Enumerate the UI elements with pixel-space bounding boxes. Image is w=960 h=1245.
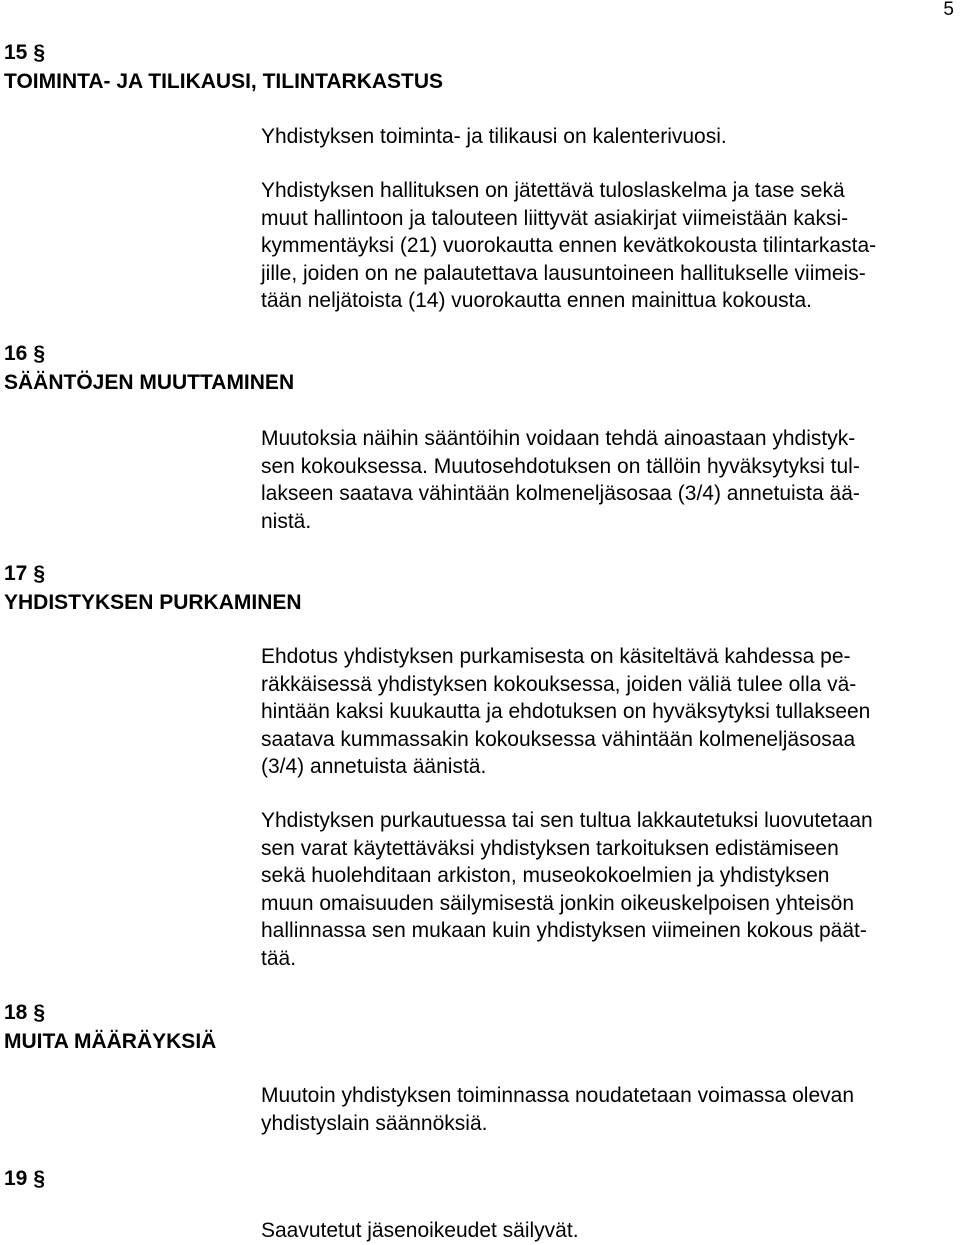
text-line: sen kokouksessa. Muutosehdotuksen on tällöin hyväksytyksi tul- <box>261 454 860 478</box>
text-line: muun omaisuuden säilymisestä jonkin oikeuskelpoisen yhteisön <box>261 891 854 915</box>
section-16-paragraph <box>261 425 960 535</box>
section-15-paragraph-2 <box>261 177 960 315</box>
section-15-title: TOIMINTA- JA TILIKAUSI, TILINTARKASTUS <box>4 70 444 93</box>
text-line: kymmentäyksi (21) vuorokautta ennen kevätkokousta tilintarkasta- <box>261 234 877 257</box>
section-19-number-line <box>4 1164 45 1193</box>
text-line: muut hallintoon ja talouteen liittyvät asiakirjat viimeistään kaksi- <box>261 206 849 230</box>
section-15-number: 15 <box>4 41 28 64</box>
text-line: Yhdistyksen purkautuessa tai sen tultua lakkautetuksi luovutetaan <box>261 809 873 832</box>
section-sign: § <box>33 41 46 64</box>
section-19-heading <box>4 1164 45 1193</box>
section-16-heading <box>4 339 294 397</box>
section-18-number: 18 <box>4 1001 28 1024</box>
text-line: Saavutetut jäsenoikeudet säilyvät. <box>261 1219 579 1242</box>
text-line: yhdistyslain säännöksiä. <box>261 1111 488 1135</box>
section-17-paragraph-2 <box>261 807 960 972</box>
section-16-number: 16 <box>4 342 28 365</box>
text-line: Muutoksia näihin sääntöihin voidaan tehdä ainoastaan yhdistyk- <box>261 427 856 450</box>
section-16-title: SÄÄNTÖJEN MUUTTAMINEN <box>4 371 295 394</box>
text-line: Muutoin yhdistyksen toiminnassa noudatetaan voimassa olevan <box>261 1084 855 1107</box>
text-line: tään neljätoista (14) vuorokautta ennen mainittua kokousta. <box>261 289 813 312</box>
text-line: Yhdistyksen toiminta- ja tilikausi on kalenterivuosi. <box>261 125 727 148</box>
text-line: sekä huolehditaan arkiston, museokokoelmien ja yhdistyksen <box>261 864 830 887</box>
section-18-number-line <box>4 998 216 1027</box>
section-15-heading <box>4 38 443 96</box>
text-line: Yhdistyksen hallituksen on jätettävä tuloslaskelma ja tase sekä <box>261 179 845 202</box>
text-line: hallinnassa sen mukaan kuin yhdistyksen viimeinen kokous päät- <box>261 919 867 942</box>
text-line: jille, joiden on ne palautettava lausuntoineen hallitukselle viimeis- <box>261 261 866 285</box>
section-18-title: MUITA MÄÄRÄYKSIÄ <box>4 1030 217 1053</box>
text-line: räkkäisessä yhdistyksen kokouksessa, joiden väliä tulee olla vä- <box>261 672 857 696</box>
section-17-heading <box>4 559 302 617</box>
page-number: 5 <box>943 0 954 20</box>
section-sign: § <box>33 562 46 585</box>
text-line: sen varat käytettäväksi yhdistyksen tarkoituksen edistämiseen <box>261 836 839 860</box>
section-16-number-line <box>4 339 294 368</box>
section-sign: § <box>33 1001 46 1024</box>
text-line: (3/4) annetuista äänistä. <box>261 755 487 778</box>
section-19-paragraph <box>261 1217 960 1245</box>
text-line: lakseen saatava vähintään kolmeneljäsosaa (3/4) annetuista ää- <box>261 482 860 505</box>
section-17-title: YHDISTYKSEN PURKAMINEN <box>4 591 302 614</box>
section-18-paragraph <box>261 1082 960 1137</box>
text-line: Ehdotus yhdistyksen purkamisesta on käsiteltävä kahdessa pe- <box>261 645 851 668</box>
text-line: tää. <box>261 946 297 970</box>
text-line: nistä. <box>261 509 312 533</box>
section-17-paragraph-1 <box>261 643 960 781</box>
section-17-number: 17 <box>4 562 28 585</box>
text-line: hintään kaksi kuukautta ja ehdotuksen on hyväksytyksi tullakseen <box>261 700 871 723</box>
text-line: saatava kummassakin kokouksessa vähintään kolmeneljäsosaa <box>261 727 856 751</box>
section-15-paragraph-1 <box>261 123 960 151</box>
section-sign: § <box>33 342 46 365</box>
section-18-heading <box>4 998 216 1056</box>
section-sign: § <box>33 1167 46 1190</box>
section-17-number-line <box>4 559 302 588</box>
section-15-number-line <box>4 38 443 67</box>
section-19-number: 19 <box>4 1167 28 1190</box>
